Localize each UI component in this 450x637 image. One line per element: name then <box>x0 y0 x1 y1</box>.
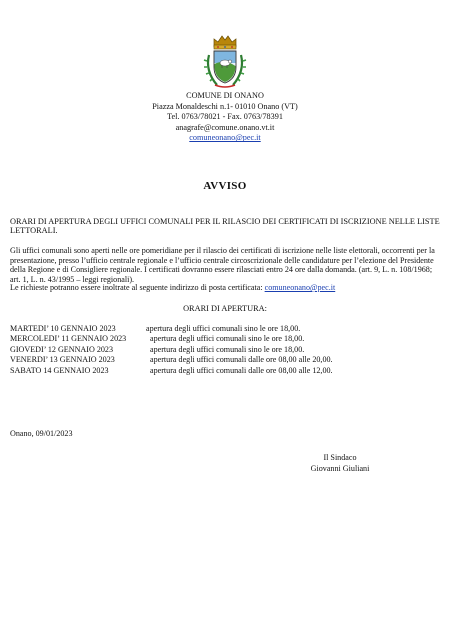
letterhead <box>0 91 450 144</box>
schedule-day: MARTEDI’ 10 GENNAIO 2023 <box>10 324 116 333</box>
pec-request-line <box>10 283 440 293</box>
pec-request-link[interactable]: comuneonano@pec.it <box>264 283 336 292</box>
phone-fax: Tel. 0763/78021 - Fax. 0763/78391 <box>167 112 283 122</box>
opening-hours-title: ORARI DI APERTURA: <box>183 304 267 313</box>
pec-request-text: Le richieste potranno essere inoltrate al seguente indirizzo di posta certificata: <box>10 283 265 292</box>
schedule-hours: apertura degli uffici comunali dalle ore 08,00 alle 12,00. <box>150 365 333 375</box>
notice-title: AVVISO <box>203 180 247 192</box>
address: Piazza Monaldeschi n.1- 01010 Onano (VT) <box>152 101 298 111</box>
notice-body: Gli uffici comunali sono aperti nelle ore pomeridiane per il rilascio dei certificati di iscrizione nelle liste elettorali, occorrenti per la presentazione, presso l’ufficio centrale regionale e l’ufficio centrale circoscrizionale delle candidature per l’elezione del Presidente della Regione e di Consigliere regionale. I certificati dovranno essere rilasciati entro 24 ore dalla domanda. (art. 9, L. n. 108/1968; art. 1, L. n. 43/1995 – leggi regionali). <box>10 246 435 285</box>
schedule-hours: apertura degli uffici comunali sino le ore 18,00. <box>146 324 301 333</box>
notice-subject: ORARI DI APERTURA DEGLI UFFICI COMUNALI PER IL RILASCIO DEI CERTIFICATI DI ISCRIZIONE NELLE LISTE LETTORALI. <box>10 217 440 236</box>
document-date: Onano, 09/01/2023 <box>10 429 73 438</box>
signatory-role: Il Sindaco <box>323 453 357 462</box>
schedule-day: MERCOLEDI’ 11 GENNAIO 2023 <box>10 334 127 344</box>
email-address: anagrafe@comune.onano.vt.it <box>175 122 275 132</box>
coat-of-arms-icon <box>203 33 247 91</box>
schedule-hours: apertura degli uffici comunali dalle ore 08,00 alle 20,00. <box>150 355 333 365</box>
schedule-hours: apertura degli uffici comunali sino le ore 18,00. <box>150 334 305 344</box>
signatory-name: Giovanni Giuliani <box>310 463 370 473</box>
signature-block <box>300 453 380 474</box>
schedule-hours: apertura degli uffici comunali sino le ore 18,00. <box>150 344 305 354</box>
pec-link[interactable]: comuneonano@pec.it <box>189 133 261 143</box>
municipality-name: COMUNE DI ONANO <box>186 91 264 100</box>
schedule-day: SABATO 14 GENNAIO 2023 <box>10 365 109 375</box>
schedule-day: VENERDI’ 13 GENNAIO 2023 <box>10 355 115 365</box>
schedule-day: GIOVEDI’ 12 GENNAIO 2023 <box>10 344 114 354</box>
